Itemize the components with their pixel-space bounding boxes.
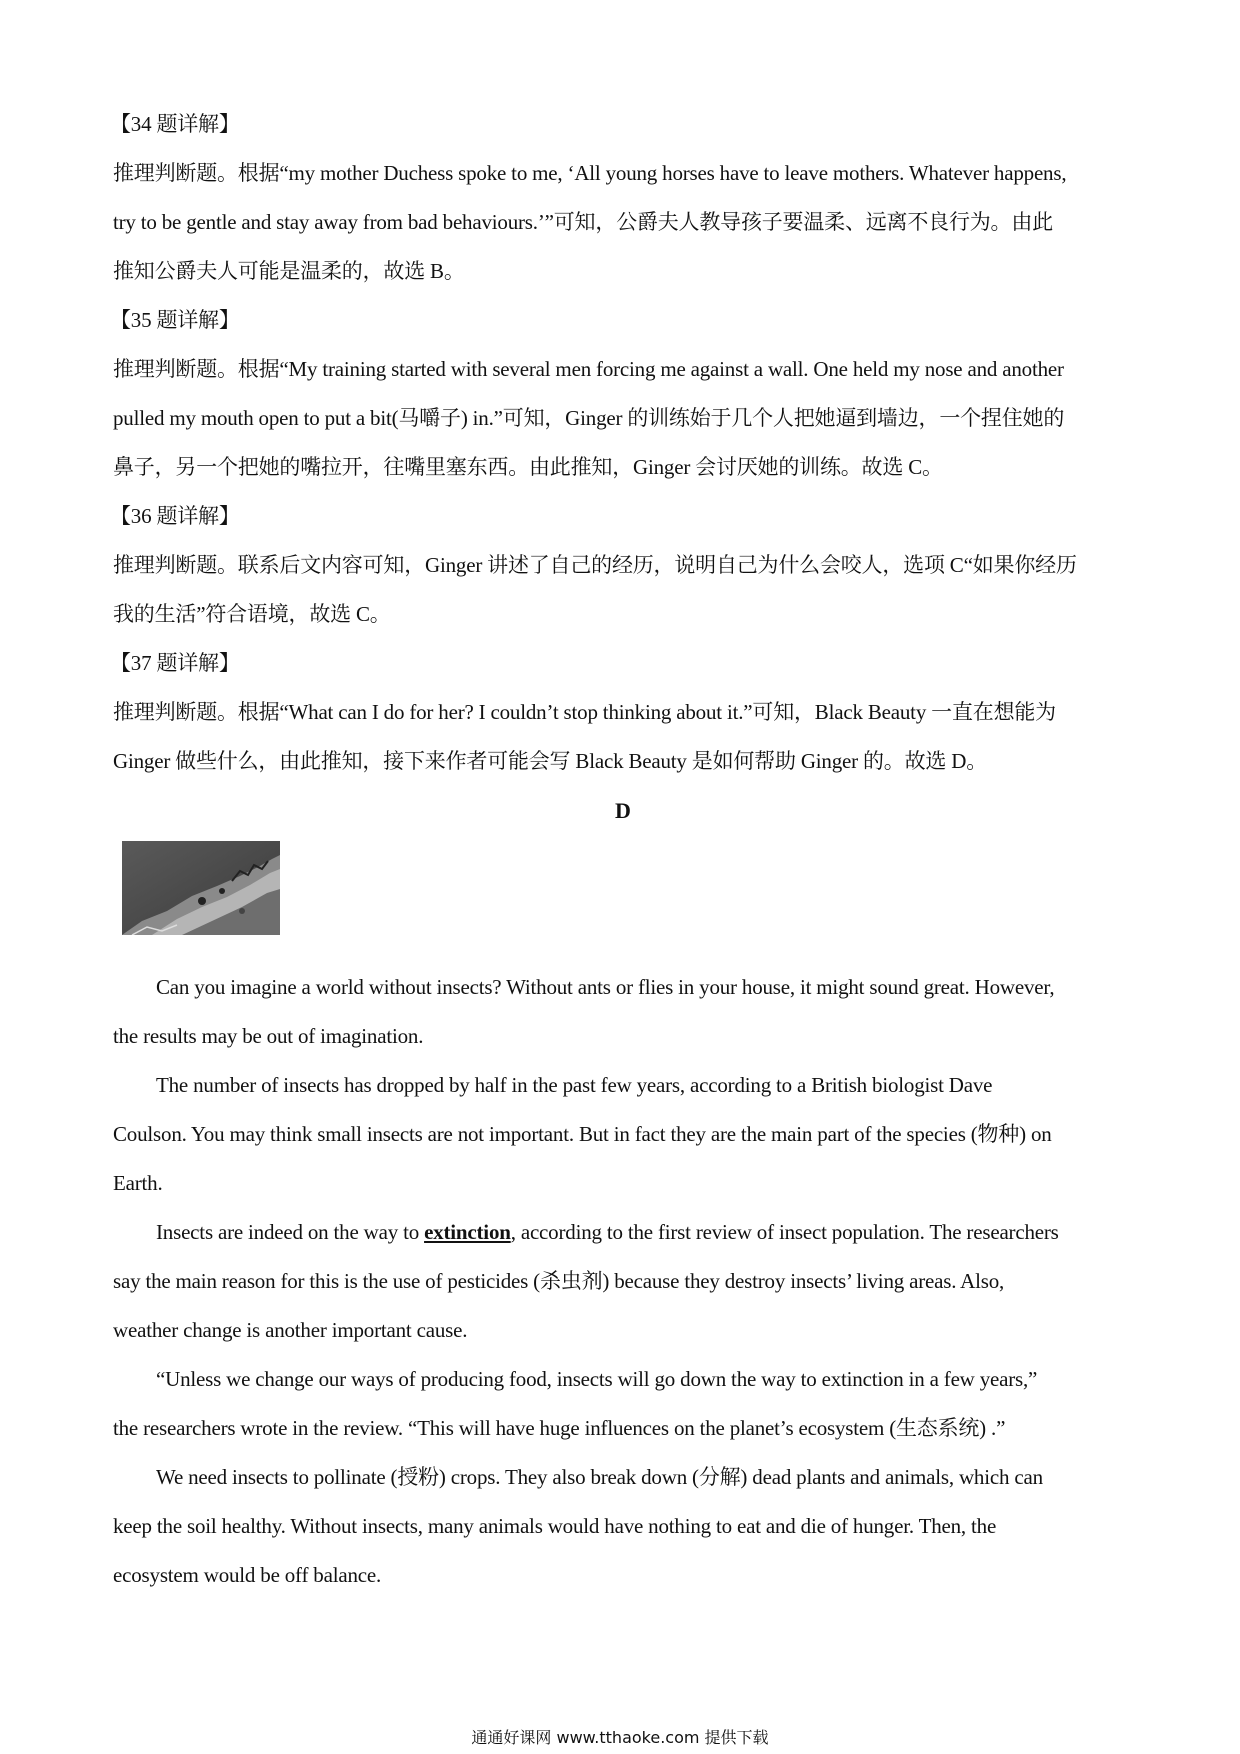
passage-p5-line-1: We need insects to pollinate (授粉) crops. They also break down (分解) dead plants and animals, which can [156, 1465, 1043, 1489]
passage-title: D [615, 798, 631, 823]
passage-p3-line-2: say the main reason for this is the use of pesticides (杀虫剂) because they destroy insects’ living areas. Also, [113, 1269, 1005, 1293]
passage-p4-line-1: “Unless we change our ways of producing food, insects will go down the way to extinction in a few years,” [156, 1367, 1038, 1391]
q35-line-3: 鼻子，另一个把她的嘴拉开，往嘴里塞东西。由此推知，Ginger 会讨厌她的训练。故选 C。 [113, 455, 943, 479]
insect-photo [122, 841, 280, 935]
q36-line-2: 我的生活”符合语境，故选 C。 [113, 602, 391, 626]
passage-p5-line-3: ecosystem would be off balance. [113, 1563, 382, 1587]
insect-photo-container [113, 841, 1133, 961]
q34-line-1: 推理判断题。根据“my mother Duchess spoke to me, ‘All young horses have to leave mothers. Whatever happens, [113, 161, 1067, 185]
passage-p3-text-before: Insects are indeed on the way to [156, 1220, 425, 1244]
passage-p3-line-3: weather change is another important cause. [113, 1318, 468, 1342]
extinction-keyword: extinction [424, 1220, 511, 1244]
passage-p1-line-1: Can you imagine a world without insects? Without ants or flies in your house, it might sound great. However, [156, 975, 1055, 999]
q35-heading: 【35 题详解】 [110, 308, 240, 332]
q36-line-1: 推理判断题。联系后文内容可知，Ginger 讲述了自己的经历，说明自己为什么会咬人，选项 C“如果你经历 [113, 553, 1077, 577]
q37-line-2: Ginger 做些什么，由此推知，接下来作者可能会写 Black Beauty 是如何帮助 Ginger 的。故选 D。 [113, 749, 988, 773]
q35-line-2: pulled my mouth open to put a bit(马嚼子) in.”可知，Ginger 的训练始于几个人把她逼到墙边，一个捏住她的 [113, 406, 1065, 430]
passage-p4-line-2: the researchers wrote in the review. “This will have huge influences on the planet’s ecosystem (生态系统) .” [113, 1416, 1006, 1440]
q37-line-1: 推理判断题。根据“What can I do for her? I couldn’t stop thinking about it.”可知，Black Beauty 一直在想能为 [113, 700, 1056, 724]
q34-heading: 【34 题详解】 [110, 112, 240, 136]
q37-heading: 【37 题详解】 [110, 651, 240, 675]
passage-p2-line-3: Earth. [113, 1171, 163, 1195]
passage-p5-line-2: keep the soil healthy. Without insects, many animals would have nothing to eat and die of hunger. Then, the [113, 1514, 997, 1538]
passage-p1-line-2: the results may be out of imagination. [113, 1024, 424, 1048]
page-footer: 通通好课网 www.tthaoke.com 提供下载 [471, 1728, 769, 1747]
q34-line-3: 推知公爵夫人可能是温柔的，故选 B。 [113, 259, 465, 283]
passage-p2-line-2: Coulson. You may think small insects are not important. But in fact they are the main part of the species (物种) on [113, 1122, 1052, 1146]
passage-p3-text-after: , according to the first review of insect population. The researchers [510, 1220, 1059, 1244]
q36-heading: 【36 题详解】 [110, 504, 240, 528]
q34-line-2: try to be gentle and stay away from bad behaviours.’”可知，公爵夫人教导孩子要温柔、远离不良行为。由此 [113, 210, 1053, 234]
passage-p3-line-1 [113, 1208, 1133, 1257]
q35-line-1: 推理判断题。根据“My training started with several men forcing me against a wall. One held my nose and another [113, 357, 1064, 381]
document-page [110, 100, 1133, 1600]
passage-p2-line-1: The number of insects has dropped by half in the past few years, according to a British biologist Dave [156, 1073, 993, 1097]
